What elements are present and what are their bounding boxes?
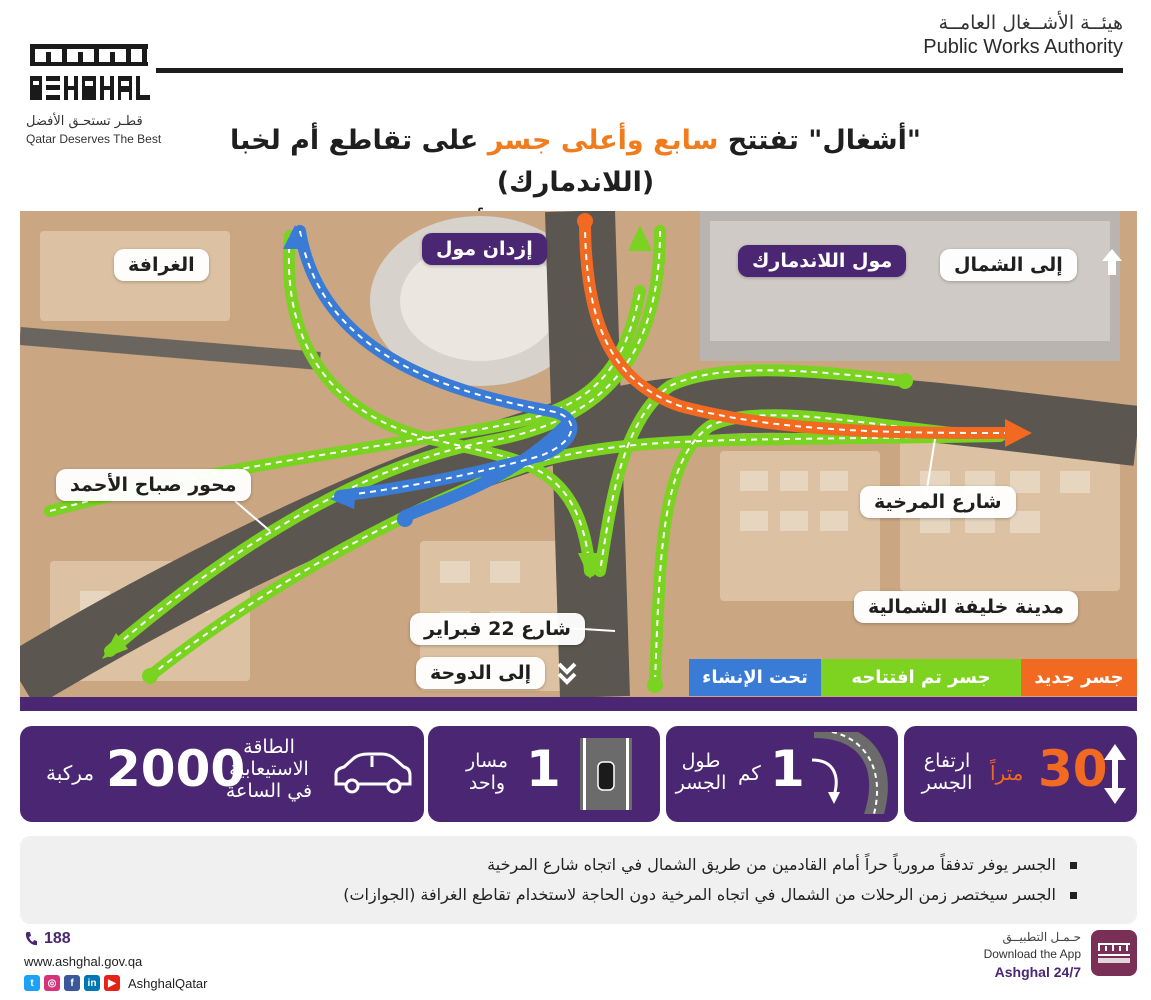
- headline-line-1: [160, 120, 991, 204]
- stat-capacity: [20, 726, 424, 822]
- headline-part-1: "أشغال" تفتتح: [718, 125, 921, 156]
- app-download-arabic: حـمـل التطبيــق: [1002, 930, 1081, 944]
- ashghal-logo: [26, 38, 166, 146]
- headline-accent: سابع وأعلى جسر: [487, 125, 719, 156]
- social-links: [24, 975, 208, 991]
- north-arrow-icon: [1100, 247, 1124, 277]
- note-item: الجسر سيختصر زمن الرحلات من الشمال في اتجاه المرخية دون الحاجة لاستخدام تقاطع الغرافة (الجوازات): [20, 880, 1077, 910]
- stat-lanes: [428, 726, 660, 822]
- legend-opened-bridge: جسر تم افتتاحه: [821, 659, 1021, 696]
- app-download-text: [984, 930, 1081, 980]
- stat-length: [666, 726, 898, 822]
- car-icon: [330, 752, 414, 796]
- single-lane-road-icon: [580, 738, 632, 810]
- youtube-icon[interactable]: ▶: [104, 975, 120, 991]
- length-label: طول الجسر: [675, 750, 727, 794]
- linkedin-icon[interactable]: in: [84, 975, 100, 991]
- label-feb-22-street: شارع 22 فبراير: [410, 613, 585, 645]
- twitter-icon[interactable]: t: [24, 975, 40, 991]
- capacity-unit: مركبة: [46, 761, 95, 785]
- height-label: ارتفاع الجسر: [921, 750, 973, 794]
- height-unit: متراً: [990, 761, 1024, 785]
- instagram-icon[interactable]: ◎: [44, 975, 60, 991]
- label-north-khalifa-city: مدينة خليفة الشمالية: [854, 591, 1078, 623]
- notes-panel: [20, 836, 1137, 924]
- website-link[interactable]: www.ashghal.gov.qa: [24, 954, 143, 969]
- map-bottom-bar: [20, 697, 1137, 711]
- org-name-arabic: هيئــة الأشــغال العامــة: [938, 12, 1123, 34]
- capacity-value: 2000: [106, 740, 246, 798]
- hotline[interactable]: 188: [24, 930, 208, 948]
- app-name: Ashghal 24/7: [994, 964, 1081, 980]
- label-ezdan-mall: إزدان مول: [422, 233, 547, 265]
- length-unit: كم: [738, 761, 761, 785]
- label-markhiya-street: شارع المرخية: [860, 486, 1016, 518]
- length-value: 1: [770, 740, 805, 798]
- bridge-stats: [20, 726, 1137, 822]
- bullet-icon: [1070, 862, 1077, 869]
- stat-height: [904, 726, 1137, 822]
- app-download-english: Download the App: [983, 947, 1081, 961]
- contact-footer: [24, 930, 208, 991]
- lanes-value: 1: [526, 740, 561, 798]
- label-landmark-mall: مول اللاندمارك: [738, 245, 906, 277]
- org-name-english: Public Works Authority: [923, 36, 1123, 58]
- interchange-map: [20, 211, 1137, 697]
- height-value: 30: [1038, 740, 1108, 798]
- vertical-arrows-icon: [1104, 744, 1126, 804]
- label-to-doha: إلى الدوحة: [416, 657, 545, 689]
- bullet-icon: [1070, 892, 1077, 899]
- curved-road-icon: [804, 732, 888, 816]
- capacity-label: الطاقة الاستيعابية في الساعة: [225, 736, 313, 802]
- logo-tagline-arabic: قطـر تستحـق الأفضل: [26, 114, 143, 129]
- ashghal-logo-small-icon: [1097, 942, 1131, 964]
- app-download[interactable]: [984, 930, 1137, 980]
- lanes-label: مسار واحد: [465, 750, 509, 794]
- label-sabah-al-ahmad-corridor: محور صباح الأحمد: [56, 469, 251, 501]
- legend-new-bridge: جسر جديد: [1021, 659, 1137, 696]
- phone-icon: [24, 931, 38, 947]
- note-item: الجسر يوفر تدفقاً مرورياً حراً أمام القادمين من طريق الشمال في اتجاه شارع المرخية: [20, 850, 1077, 880]
- label-to-north: إلى الشمال: [940, 249, 1077, 281]
- headline-part-3: على تقاطع أم لخبا (اللاندمارك): [229, 125, 655, 198]
- ashghal-app-icon[interactable]: [1091, 930, 1137, 976]
- legend-under-construction: تحت الإنشاء: [689, 659, 821, 696]
- header-divider: [156, 68, 1123, 73]
- social-handle: AshghalQatar: [128, 975, 208, 991]
- organization-header: [923, 12, 1123, 59]
- facebook-icon[interactable]: f: [64, 975, 80, 991]
- down-chevrons-icon: [556, 661, 578, 687]
- label-gharrafa: الغرافة: [114, 249, 209, 281]
- ashghal-logo-icon: [26, 38, 156, 104]
- logo-tagline-english: Qatar Deserves The Best: [26, 132, 162, 146]
